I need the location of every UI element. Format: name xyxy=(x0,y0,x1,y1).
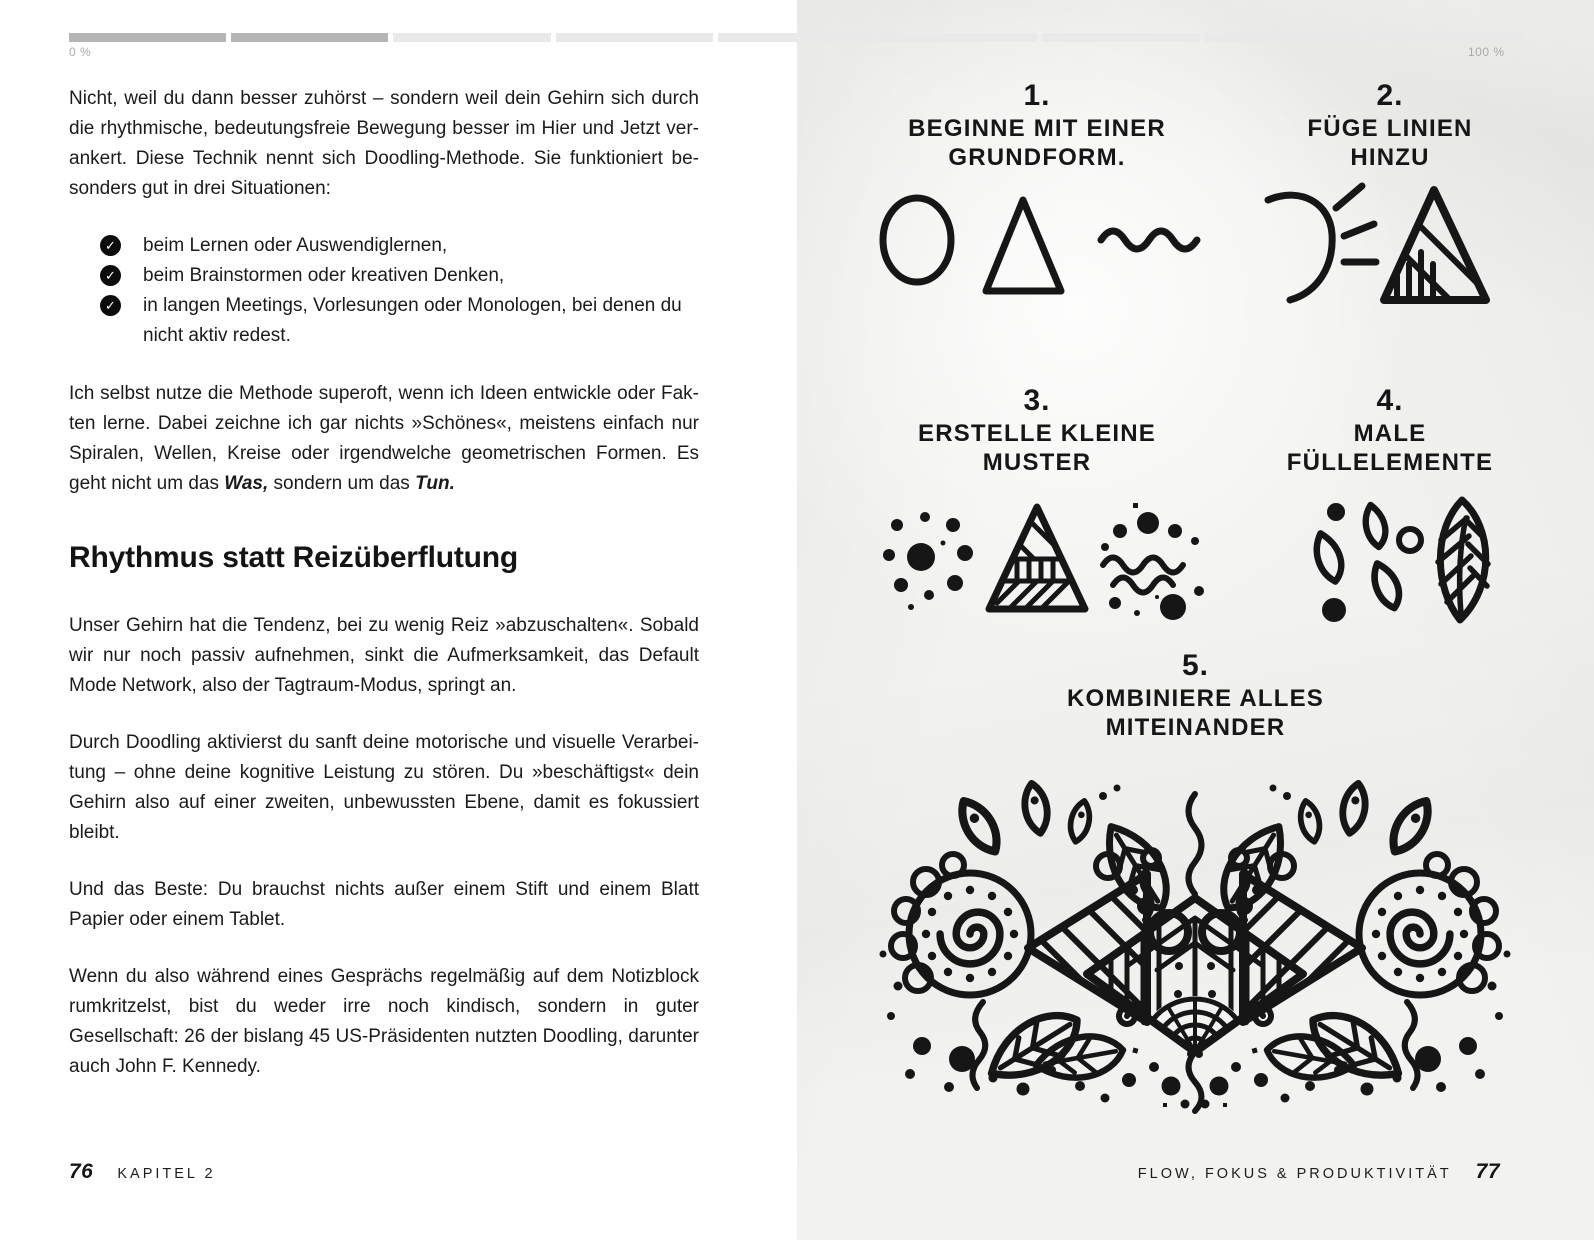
step-number: 1. xyxy=(1023,79,1051,112)
progress-segment xyxy=(1367,33,1524,42)
progress-segment xyxy=(556,33,713,42)
page-number: 76 xyxy=(69,1160,94,1183)
progress-segment xyxy=(69,33,226,42)
right-page xyxy=(797,0,1594,1240)
step-title: KOMBINIERE ALLES MITEINANDER xyxy=(1067,685,1324,741)
left-page-footer xyxy=(69,1160,216,1184)
step-title: BEGINNE MIT EINER GRUNDFORM. xyxy=(908,115,1166,171)
emphasis-text: Tun. xyxy=(415,473,455,494)
progress-segment xyxy=(1042,33,1199,42)
check-icon: ✓ xyxy=(100,265,121,286)
emphasis-text: Was, xyxy=(224,473,269,494)
list-item xyxy=(100,261,699,291)
step-number: 5. xyxy=(1181,649,1210,682)
paragraph: Nicht, weil du dann besser zuhörst – sondern weil dein Gehirn sich durch die rhythmische, bedeutungsfreie Bewegung besser im Hier und Jetzt verankert. Diese Technik nennt sich Doodling-Methode. Sie funktioniert besonders gut in drei Situationen: xyxy=(69,88,699,199)
progress-label-end: 100 % xyxy=(1468,45,1505,59)
progress-segment xyxy=(393,33,550,42)
progress-bar[interactable] xyxy=(69,33,1524,42)
fill-elements-doodle xyxy=(1290,490,1505,630)
step-3-header xyxy=(877,385,1197,477)
step-number: 2. xyxy=(1376,79,1404,112)
progress-segment xyxy=(1205,33,1362,42)
step-number: 3. xyxy=(1023,384,1051,417)
list-item xyxy=(100,291,699,351)
step-title: FÜGE LINIEN HINZU xyxy=(1307,115,1473,171)
combined-ornament-doodle xyxy=(865,762,1525,1114)
paragraph: Ich selbst nutze die Methode superoft, wenn ich Ideen entwickle oder Fakten lerne. Dabei zeichne ich gar nichts »Schönes«, meistens einfach nur Spiralen, Wellen, Kreise oder irgendwelche geometrischen Formen. Es geht nicht um das Was, sondern um das Tun. xyxy=(69,383,699,494)
paragraph: Durch Doodling aktivierst du sanft deine motorische und visuelle Verarbeitung – ohne deine kognitive Leistung zu stören. Du »beschäftigst« dein Gehirn also auf einer zweiten, unbewussten Ebene, damit es fokussiert bleibt. xyxy=(69,732,699,843)
step-4-header xyxy=(1227,385,1553,477)
paragraph: Und das Beste: Du brauchst nichts außer einem Stift und einem Blatt Papier oder einem Tablet. xyxy=(69,879,699,930)
basic-shapes-doodle xyxy=(877,190,1207,305)
list-item xyxy=(100,231,699,261)
list-item-text: beim Lernen oder Auswendiglernen, xyxy=(143,235,448,256)
lines-doodle xyxy=(1260,178,1495,313)
check-icon: ✓ xyxy=(100,235,121,256)
checklist xyxy=(69,231,699,351)
section-heading: Rhythmus statt Reizüberflutung xyxy=(69,541,518,574)
step-number: 4. xyxy=(1376,384,1404,417)
chapter-label: KAPITEL 2 xyxy=(117,1166,216,1182)
body-text-column xyxy=(69,0,699,1109)
step-2-header xyxy=(1227,80,1553,172)
progress-segment xyxy=(718,33,875,42)
right-page-footer xyxy=(1138,1160,1500,1184)
check-icon: ✓ xyxy=(100,295,121,316)
progress-segment xyxy=(880,33,1037,42)
chapter-label: FLOW, FOKUS & PRODUKTIVITÄT xyxy=(1137,1166,1452,1182)
progress-segment xyxy=(231,33,388,42)
page-number: 77 xyxy=(1475,1160,1500,1183)
progress-label-start: 0 % xyxy=(69,45,92,59)
list-item-text: beim Brainstormen oder kreativen Denken, xyxy=(143,265,505,286)
step-title: MALE FÜLLELEMENTE xyxy=(1286,420,1494,476)
step-title: ERSTELLE KLEINE MUSTER xyxy=(917,420,1157,476)
list-item-text: in langen Meetings, Vorlesungen oder Monologen, bei denen du nicht aktiv redest. xyxy=(143,295,682,346)
step-1-header xyxy=(877,80,1197,172)
step-5-header xyxy=(797,650,1594,742)
patterns-doodle xyxy=(877,495,1207,625)
paragraph: Wenn du also während eines Gesprächs regelmäßig auf dem Notizblock rumkritzelst, bist du weder irre noch kindisch, sondern in guter Gesellschaft: 26 der bislang 45 US-Präsidenten nutzten Doodling, darunter auch John F. Kennedy. xyxy=(69,966,699,1077)
paragraph: Unser Gehirn hat die Tendenz, bei zu wenig Reiz »abzuschalten«. Sobald wir nur noch passiv aufnehmen, sinkt die Aufmerksamkeit, das Default Mode Network, also der Tagtraum-Modus, springt an. xyxy=(69,615,699,696)
